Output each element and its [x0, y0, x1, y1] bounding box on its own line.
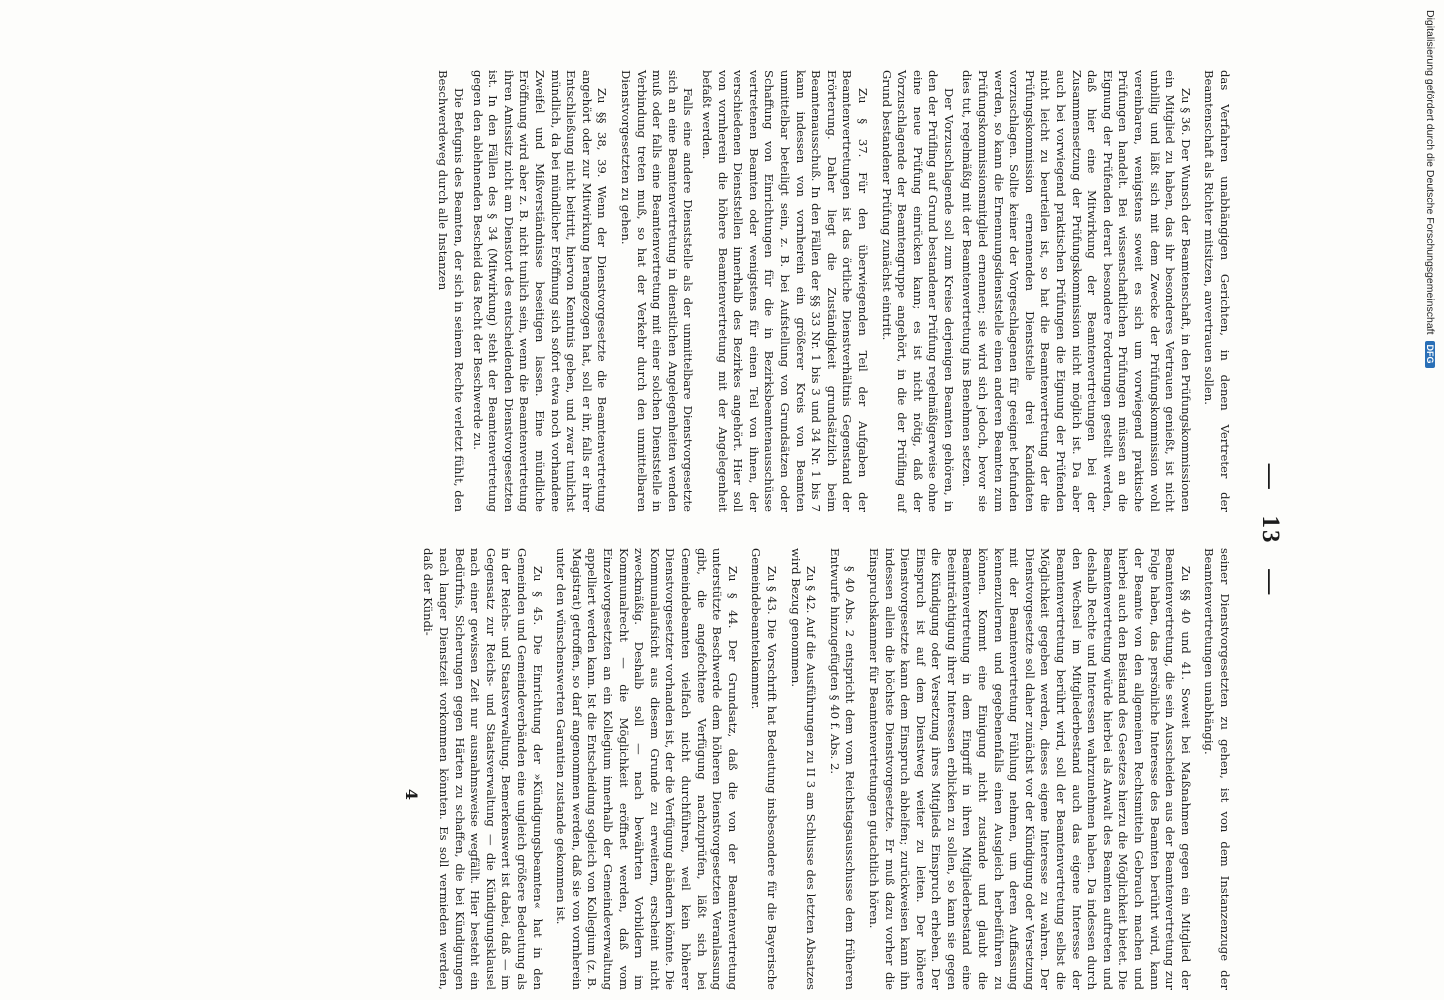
paragraph: Zu § 44. Der Grundsatz, daß die von der Beamtenvertretung unterstützte Beschwerde dem höheren Dienstvorgesetzten Veranlassung gibt, die angefochtene Verfügung nachzuprüfen, läßt sich bei Gemeindebeamten vielfach nicht durchführen, weil kein höherer Dienstvorgesetzter vorhanden ist, der die Verfügung abändern könnte. Die Kommunalaufsicht aus diesem Grunde zu erweitern, erscheint nicht zweckmäßig. Deshalb soll — nach bewährten Vorbildern im Kommunalrecht — die Möglichkeit eröffnet werden, daß vom Einzelvorgesetzten an ein Kollegium innerhalb der Gemeindeverwaltung appelliert werden kann. Ist die Entscheidung sogleich von Kollegium (z. B. Magistrat) getroffen, so darf angenommen werden, daß sie von vornherein unter den wünschenswerten Garantien zustande gekommen ist. — [554, 548, 740, 990]
paragraph: Zu § 37. Für den überwiegenden Teil der Aufgaben der Beamtenvertretungen ist das örtliche Dienstverhältnis Gegenstand der Erörterung. Daher liegt die Zuständigkeit grundsätzlich beim Beamtenausschuß. In den Fällen der §§ 33 Nr. 1 bis 3 und 34 Nr. 1 bis 7 kann indessen von vornherein ein größerer Kreis von Beamten unmittelbar beteiligt sein, z. B. bei Aufstellung von Grundsätzen oder Schaffung von Einrichtungen für die in Bezirksbeamtenausschüsse vertretenen Beamten oder wenigstens für einen Teil von ihnen, der verschiedenen Dienststellen innerhalb des Bezirkes angehört. Hier soll von vornherein die höhere Beamtenvertretung mit der Angelegenheit befaßt werden. — [700, 70, 870, 512]
text-columns — [82, 70, 1232, 990]
page-header — [1232, 70, 1290, 990]
digitization-credit — [1400, 0, 1444, 1000]
paragraph: das Verfahren unabhängigen Gerichten, in denen Vertreter der Beamtenschaft als Richter mitsitzen, anvertrauen sollen. — [1202, 70, 1232, 512]
paragraph: Falls eine andere Dienststelle als der unmittelbare Dienstvorgesetzte sich an eine Beamtenvertretung in dienstlichen Angelegenheiten wenden muß oder falls eine Beamtenvertretung mit einer solchen Dienststelle in Verbindung treten muß, so hat der Verkehr durch den unmittelbaren Dienstvorgesetzten zu gehen. — [619, 70, 696, 512]
signature-mark: 4 — [401, 788, 421, 800]
paragraph: seiner Dienstvorgesetzten zu gehen, ist von dem Instanzenzuge der Beamtenvertretungen unabhängig. — [1202, 548, 1232, 990]
dfg-logo: DFG — [1425, 341, 1435, 368]
paragraph: Zu § 45. Die Einrichtung der »Kündigungsbeamten« hat in den Gemeinden und Gemeindeverbänden eine ungleich größere Bedeutung als in der Reichs- und Staatsverwaltung. Bemerkenswert ist dabei, daß — im Gegensatz zur Reichs- und Staatsverwaltung — die Kündigungsklausel nach einer gewissen Zeit nur ausnahmsweise wegfällt. Hier besteht ein Bedürfnis, Sicherungen gegen Härten zu schaffen, die bei Kündigungen nach langer Dienstzeit vorkommen könnten. Es soll vermieden werden, daß der Kündi- — [421, 548, 545, 990]
dash-left: — — [1257, 463, 1284, 491]
paragraph: Zu § 36. Der Wunsch der Beamtenschaft, in den Prüfungskommissionen ein Mitglied zu haben, das ihr besonderes Vertrauen genießt, ist nicht unbillig und läßt sich mit dem Zwecke der Prüfungskommission wohl vereinbaren, wenigstens soweit es sich um vorwiegend praktische Prüfungen handelt. Bei wissenschaftlichen Prüfungen müssen an die Eignung der Prüfenden derart besondere Forderungen gestellt werden, daß hier eine Mitwirkung der Beamtenvertretungen bei der Zusammensetzung der Prüfungskommission nicht möglich ist. Da aber auch bei vorwiegend praktischen Prüfungen die Eignung der Prüfenden nicht leicht zu beurteilen ist, so hat die Beamtenvertretung der die Prüfungskommission ernennenden Dienststelle drei Kandidaten vorzuschlagen. Sollte keiner der Vorgeschlagenen für geeignet befunden werden, so kann die Ernennungsdienststelle einen anderen Beamten zum Prüfungskommissionsmitglied ernennen; sie wird sich jedoch, bevor sie dies tut, regelmäßig mit der Beamtenvertretung ins Benehmen setzen. — [960, 70, 1193, 512]
paragraph: Zu §§ 40 und 41. Soweit bei Maßnahmen gegen ein Mitglied der Beamtenvertretung, die sein Ausscheiden aus der Beamtenvertretung zur Folge haben, das persönliche Interesse des Beamten berührt wird, kann der Beamte von den allgemeinen Rechtsmitteln Gebrauch machen und hierbei auch den Beistand des Gesetzes hierzu die Möglichkeit bietet. Die Beamtenvertretung würde hierbei als Anwalt des Beamten auftreten und deshalb Rechte und Interessen wahrzunehmen haben. Da indessen durch den Wechsel im Mitgliederbestand auch das eigene Interesse der Beamtenvertretung berührt wird, soll der Beamtenvertretung selbst die Möglichkeit gegeben werden, dieses eigene Interesse zu wahren. Der Dienstvorgesetzte soll daher zunächst vor der Kündigung oder Versetzung mit der Beamtenvertretung Fühlung nehmen, um deren Auffassung kennenzulernen und gegebenenfalls einen Ausgleich herbeiführen zu können. Kommt eine Einigung nicht zustande und glaubt die Beamtenvertretung in dem Eingriff in ihren Mitgliederbestand eine Beeinträchtigung ihrer Interessen erblicken zu sollen, so kann sie gegen die Kündigung oder Versetzung ihres Mitglieds Einspruch erheben. Der Einspruch ist auf dem Dienstweg weiter zu leiten. Der höhere Dienstvorgesetzte kann dem Einspruch abhelfen; zurückweisen kann ihn indessen allein die höchste Dienstvorgesetzte. Er muß dazu vorher die Einspruchskammer für Beamtenvertretungen gutachtlich hören. — [866, 548, 1193, 990]
document-page — [80, 70, 1290, 990]
credit-text: Digitalisierung gefördert durch die Deutsche Forschungsgemeinschaft — [1424, 10, 1436, 335]
paragraph: Die Befugnis des Beamten, der sich in seinem Rechte verletzt fühlt, den Beschwerdeweg durch alle Instanzen — [436, 70, 467, 512]
paragraph: § 40 Abs. 2 entspricht dem vom Reichstagsausschusse dem früheren Entwurfe hinzugefügten § 40 f. Abs. 2. — [827, 548, 858, 990]
dash-right: — — [1257, 569, 1284, 597]
page-number-line — [1256, 70, 1284, 990]
page-number: 13 — [1257, 515, 1284, 545]
right-column — [82, 548, 1232, 990]
paragraph: Zu § 42. Auf die Ausführungen zu II 3 am Schlusse des letzten Absatzes wird Bezug genommen. — [788, 548, 819, 990]
left-column — [82, 70, 1232, 512]
paragraph: Zu §§ 38, 39. Wenn der Dienstvorgesetzte die Beamtenvertretung angehört oder zur Mitwirkung herangezogen hat, soll er ihr, falls er ihrer Entschließung nicht beitritt, hiervon Kenntnis geben, und zwar tunlichst mündlich, da bei mündlicher Eröffnung sich sofort etwa noch vorhandene Zweifel und Mißverständnisse beseitigen lassen. Eine mündliche Eröffnung wird aber z. B. nicht tunlich sein, wenn die Beamtenvertretung ihren Amtssitz nicht am Dienstort des entscheidenden Dienstvorgesetzten ist. In den Fällen des § 34 (Mitwirkung) steht der Beamtenvertretung gegen den ablehnenden Bescheid das Recht der Beschwerde zu. — [470, 70, 610, 512]
paragraph: Der Vorzuschlagende soll zum Kreise derjenigen Beamten gehören, in den der Prüfling auf Grund bestandener Prüfung regelmäßigerweise ohne eine neue Prüfung einrücken kann; es ist nicht nötig, daß der Vorzuschlagende der Beamtengruppe angehört, in die der Prüfling auf Grund bestandener Prüfung zunächst eintritt. — [879, 70, 956, 512]
paragraph: Zu § 43. Die Vorschrift hat Bedeutung insbesondere für die Bayerische Gemeindebeamtenkammer. — [749, 548, 779, 990]
